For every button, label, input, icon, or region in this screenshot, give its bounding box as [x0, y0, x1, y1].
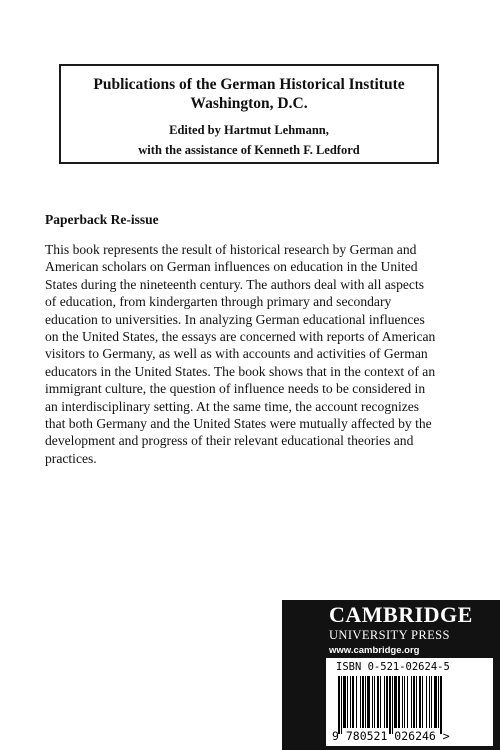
description-line: immigrant culture, the question of influence needs to be considered in	[45, 381, 426, 397]
barcode-bar	[350, 676, 351, 728]
barcode-bar	[377, 676, 379, 728]
barcode-bar	[429, 676, 430, 728]
barcode-bar	[431, 676, 432, 728]
description-line: practices.	[45, 450, 97, 466]
barcode-bar	[392, 676, 393, 734]
description-line: that both Germany and the United States were mutually affected by the	[45, 416, 432, 432]
barcode-bar	[341, 676, 342, 734]
barcode-digits: 9 780521 026246 >	[332, 729, 450, 743]
barcode-bar	[422, 676, 423, 728]
barcode-bar	[384, 676, 385, 728]
barcode-bar	[386, 676, 388, 728]
barcode-bar	[419, 676, 421, 728]
barcode-image	[332, 676, 487, 736]
publisher-url: www.cambridge.org	[329, 645, 420, 656]
series-editor: Edited by Hartmut Lehmann,	[169, 123, 329, 137]
barcode-bar	[352, 676, 354, 728]
barcode-bar	[416, 676, 417, 728]
barcode-bar	[434, 676, 437, 728]
description-line: This book represents the result of historical research by German and	[45, 242, 417, 257]
barcode-bar	[367, 676, 370, 728]
description-line: visitors to Germany, as well as with accounts and activities of German	[45, 346, 428, 362]
barcode-bar	[365, 676, 366, 728]
barcode-bar	[426, 676, 427, 728]
series-title-line1: Publications of the German Historical Institute	[93, 76, 405, 93]
description-line: of education, from kindergarten through primary and secondary	[45, 294, 392, 310]
barcode-bar	[413, 676, 415, 728]
description-line: educators in the United States. The book shows that in the context of an	[45, 363, 436, 379]
barcode-bar	[411, 676, 412, 728]
barcode-bar	[380, 676, 381, 728]
barcode-bar	[343, 676, 346, 728]
barcode-bar	[356, 676, 357, 728]
description-line: education to universities. In analyzing German educational influences	[45, 311, 425, 327]
series-title	[61, 75, 437, 113]
barcode-bar	[389, 676, 391, 734]
barcode-bar	[362, 676, 364, 728]
barcode-bar	[402, 676, 403, 728]
barcode-bar	[360, 676, 361, 728]
barcode-bar	[407, 676, 408, 728]
description-line: an interdisciplinary setting. At the same time, the account recognizes	[45, 398, 420, 414]
publisher-press: UNIVERSITY PRESS	[329, 628, 450, 642]
series-title-line2: Washington, D.C.	[190, 95, 308, 112]
series-assistance: with the assistance of Kenneth F. Ledford	[138, 143, 360, 157]
barcode-bar	[404, 676, 405, 728]
barcode-bar	[347, 676, 348, 728]
barcode-bar	[398, 676, 400, 728]
description-line: States during the nineteenth century. The authors deal with all aspects	[45, 276, 425, 292]
barcode-bar	[438, 676, 439, 728]
barcode-bar	[372, 676, 373, 728]
description-line: American scholars on German influences on education in the United	[45, 259, 418, 275]
isbn-barcode-panel	[326, 658, 493, 746]
barcode-bar	[440, 676, 442, 734]
description-line: on the United States, the essays are concerned with reports of American	[45, 329, 436, 345]
publisher-name: CAMBRIDGE	[329, 602, 473, 627]
publisher-block	[282, 600, 500, 750]
description-line: development and progress of their relevant educational theories and	[45, 433, 414, 449]
barcode-bar	[394, 676, 397, 728]
barcode-bar	[374, 676, 375, 728]
series-box	[59, 64, 439, 164]
barcode-bar	[338, 676, 340, 734]
edition-label: Paperback Re-issue	[45, 212, 159, 227]
description	[45, 241, 455, 467]
isbn-label: ISBN 0-521-02624-5	[336, 661, 450, 673]
